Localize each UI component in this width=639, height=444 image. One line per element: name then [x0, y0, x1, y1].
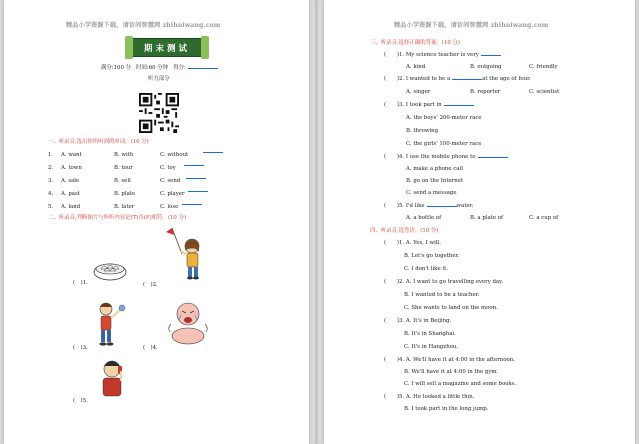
s2-label-4: ( )4.	[143, 345, 158, 351]
s1-option-3a: A. sale	[61, 178, 80, 184]
s1-option-5a: A. land	[61, 204, 81, 210]
s1-num-1: 1.	[48, 152, 54, 158]
s1-num-5: 5.	[48, 204, 54, 210]
s4-q5-a: ( )5. A. He looked a little thin.	[384, 394, 475, 400]
score-line	[101, 65, 218, 72]
s3-q2-c: C. scientist	[529, 89, 560, 95]
s1-num-3: 3.	[48, 178, 54, 184]
s4-q5-b: B. I took part in the long jump.	[404, 406, 489, 412]
s3-q1-b: B. outgoing	[470, 64, 502, 70]
s4-q1-c: C. I don't like it.	[404, 266, 448, 272]
s1-option-4a: A. past	[61, 191, 80, 197]
s1-option-5c: C. lose	[160, 204, 179, 210]
s1-option-3b: B. sell	[114, 178, 131, 184]
s1-option-1b: B. with	[114, 152, 134, 158]
section3-heading: 三、听录音,选择正确的答案。(10 分)	[370, 40, 460, 46]
s3-q4-c: C. send a message	[406, 190, 457, 196]
s1-num-4: 4.	[48, 191, 54, 197]
s1-option-1c: C. without	[160, 152, 189, 158]
s1-blank-4[interactable]	[188, 191, 208, 192]
s4-q3-a: ( )3. A. It's in Beijing.	[384, 318, 452, 324]
page-gutter	[315, 0, 318, 444]
s1-option-2c: C. toy	[160, 165, 176, 171]
page-title: 期末测试	[143, 43, 190, 54]
section2-heading: 二、听录音,判断图片与所听内容是(T)否(F)相符。(10 分)	[48, 215, 187, 221]
s4-q2-b: B. I wanted to be a teacher.	[404, 292, 480, 298]
full-score: 满分:100 分	[101, 65, 131, 71]
s4-q1-b: B. Let's go together.	[404, 253, 460, 259]
s3-q4-blank[interactable]	[478, 157, 508, 158]
s3-q5-c: C. a cup of	[529, 215, 559, 221]
s3-q3-b: B. throwing	[406, 128, 439, 134]
crying-baby-picture	[166, 298, 210, 346]
s3-q2-b: B. reporter	[470, 89, 501, 95]
s3-q2-blank[interactable]	[452, 79, 482, 80]
section4-heading: 四、听录音,选答语。(10 分)	[370, 228, 439, 234]
s3-q1-c: C. friendly	[529, 64, 558, 70]
s1-option-3c: C. send	[160, 178, 181, 184]
s3-q5-blank[interactable]	[427, 206, 457, 207]
s1-blank-3[interactable]	[186, 178, 206, 179]
s2-label-2: ( )2.	[143, 282, 158, 288]
s2-label-3: ( )3.	[73, 345, 88, 351]
s3-q3-stem: ( )3. I took part in	[384, 102, 442, 108]
s3-q5-tail: water.	[456, 203, 474, 209]
s4-q3-c: C. It's in Hangzhou.	[404, 344, 459, 350]
s4-q2-a: ( )2. A. I want to go travelling every day.	[384, 279, 504, 285]
s3-q4-b: B. go on the Internet	[406, 178, 464, 184]
s3-q3-a: A. the boys' 200-meter race	[406, 115, 482, 121]
s3-q3	[384, 102, 474, 109]
s1-option-5b: B. later	[114, 204, 135, 210]
section1-heading: 一、听录音,选出你所听到的单词。(10 分)	[48, 139, 149, 145]
s3-q5-a: A. a bottle of	[406, 215, 442, 221]
dumplings-bowl-picture	[92, 256, 128, 282]
s3-q4-a: A. make a phone call	[406, 166, 463, 172]
page-right	[324, 0, 635, 444]
s1-option-2b: B. tour	[114, 165, 133, 171]
s3-q1-stem: ( )1. My science teacher is very	[384, 52, 479, 58]
watermark-right: 精品小学资源下载，请访问智慧网 zhihuiwang.com	[394, 22, 549, 29]
score-blank[interactable]	[188, 68, 218, 69]
s3-q5-b: B. a plate of	[470, 215, 504, 221]
s4-q1-a: ( )1. A. Yes, I will.	[384, 240, 441, 246]
page-left	[4, 0, 309, 444]
listening-title: 听力部分	[148, 76, 170, 82]
s1-blank-5[interactable]	[182, 204, 202, 205]
s4-q4-c: C. I will sell a magazine and some books.	[404, 381, 517, 387]
s1-blank-2[interactable]	[184, 165, 204, 166]
s3-q1-blank[interactable]	[481, 55, 501, 56]
s2-label-1: ( )1.	[73, 280, 88, 286]
s3-q1	[384, 52, 501, 59]
s1-num-2: 2.	[48, 165, 54, 171]
s3-q3-c: C. the girls' 100-meter race	[406, 141, 482, 147]
s3-q2-a: A. singer	[406, 89, 431, 95]
s4-q3-b: B. It's in Shanghai.	[404, 331, 456, 337]
s4-q2-c: C. She wants to land on the moon.	[404, 305, 498, 311]
qr-code	[139, 93, 179, 133]
s3-q2-stem: ( )2. I wanted to be a	[384, 76, 451, 82]
s1-option-2a: A. town	[61, 165, 82, 171]
s1-option-1a: A. want	[61, 152, 82, 158]
score-got: 得分:	[173, 65, 186, 71]
time-limit: 时间:60 分钟	[136, 65, 169, 71]
s3-q5-stem: ( )5. I'd like	[384, 203, 425, 209]
s3-q4-stem: ( )4. I use the mobile phone to	[384, 154, 476, 160]
s4-q4-b: B. We'll have it at 4:00 in the gym.	[404, 369, 499, 375]
s3-q5	[384, 203, 473, 210]
girl-with-flag-picture	[164, 226, 212, 282]
s1-option-4c: C. player	[160, 191, 185, 197]
boy-throwing-picture	[92, 300, 128, 348]
s3-q4	[384, 154, 508, 161]
s3-q2-tail: at the age of four.	[482, 76, 531, 82]
s2-label-5: ( )5.	[73, 398, 88, 404]
title-banner	[131, 38, 203, 57]
man-on-phone-picture	[96, 357, 132, 401]
s1-option-4b: B. plate	[114, 191, 136, 197]
s4-q4-a: ( )4. A. We'll have it at 4:00 in the afternoon.	[384, 357, 515, 363]
s3-q1-a: A. kind	[406, 64, 426, 70]
s3-q3-blank[interactable]	[444, 105, 474, 106]
s3-q2	[384, 76, 531, 83]
s1-blank-1[interactable]	[203, 152, 223, 153]
watermark: 精品小学资源下载，请访问智慧网 zhihuiwang.com	[66, 22, 221, 29]
